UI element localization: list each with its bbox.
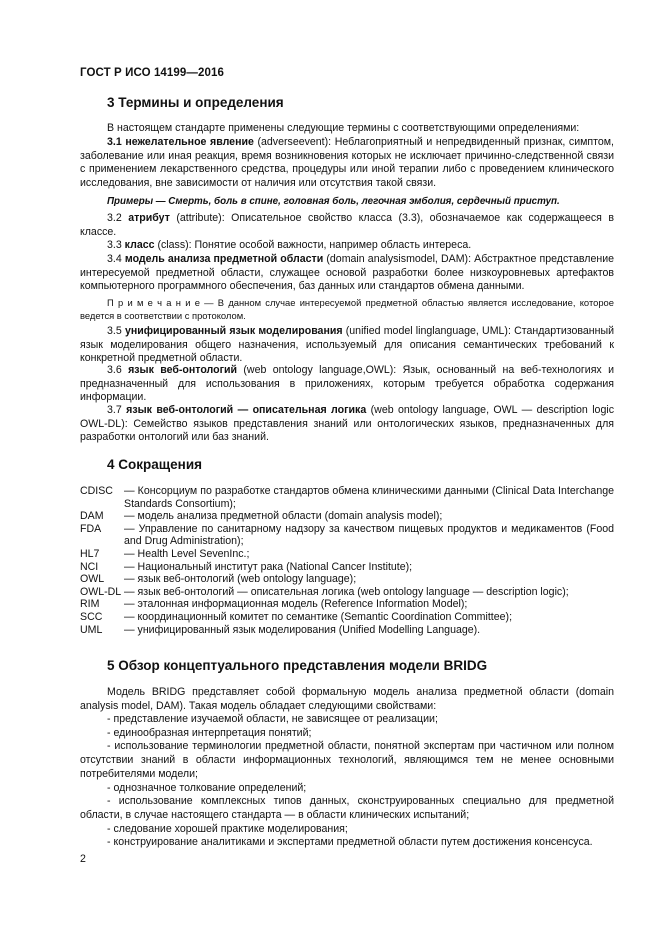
term-3-1-label: 3.1 нежелательное явление [107, 136, 254, 148]
term-3-5-label: унифицированный язык моделирования [124, 325, 343, 337]
abbr-key: NCI [80, 560, 99, 573]
abbr-definition: — Health Level SevenInc.; [124, 547, 250, 560]
page-number: 2 [80, 853, 86, 865]
property-list [80, 713, 614, 850]
abbr-key: SCC [80, 610, 103, 623]
abbr-definition: — координационный комитет по семантике (Semantic Coordination Committee); [124, 610, 513, 623]
term-3-4-definition: (domain analysismodel, DAM): Абстрактное представление интересуемой предметной области, служащее основой разработки более низкоуровневых артефактов компьютерного программного обеспечения, баз данных или стандартов обмена данными. [80, 253, 615, 293]
abbr-key: FDA [80, 522, 102, 535]
note-text: П р и м е ч а н и е — В данном случае интересуемой предметной областью является исследование, которое ведется в соответствии с протоколом. [80, 297, 614, 321]
list-item: - единообразная интерпретация понятий; [107, 726, 312, 739]
abbr-key: CDISC [80, 485, 113, 497]
abbr-key: OWL [80, 573, 105, 586]
list-item: - использование комплексных типов данных, сконструированных специально для предметной области, в случае настоящего стандарта — в области клинических испытаний; [80, 795, 614, 821]
section-4-heading: 4 Сокращения [107, 457, 202, 472]
abbr-item [80, 586, 614, 599]
term-3-4 [80, 253, 614, 294]
term-3-2-number: 3.2 [107, 212, 129, 224]
abbr-item [80, 510, 614, 523]
abbr-key: HL7 [80, 547, 100, 560]
abbr-definition: — Национальный институт рака (National Cancer Institute); [124, 560, 413, 573]
section-3-intro: В настоящем стандарте применены следующие термины с соответствующими определениями: [107, 122, 580, 134]
abbr-item [80, 598, 614, 611]
term-3-2-label: атрибут [128, 212, 170, 224]
list-item: - использование терминологии предметной области, понятной экспертам при частичном или полном отсутствии знаний в области информационных технологий, являющимся тем не менее основными потребителями модели; [80, 740, 614, 780]
list-item: - следование хорошей практике моделирования; [107, 822, 348, 835]
term-3-6-label: язык веб-онтологий [128, 364, 238, 376]
term-3-1-definition: (adverseevent): Неблагоприятный и непредвиденный признак, симптом, заболевание или иная реакция, время возникновения которых не исключает причинно-следственной связи с применением лекарственного средства, процедуры или иной терапии либо с проведением клинического исследования, вне зависимости от наличия или отсутствия такой связи. [80, 136, 614, 190]
abbr-key: DAM [80, 510, 104, 523]
abbr-item [80, 624, 614, 637]
abbr-key: UML [80, 623, 103, 636]
document-header: ГОСТ Р ИСО 14199—2016 [80, 67, 225, 79]
term-3-1 [80, 136, 614, 191]
abbr-definition: — эталонная информационная модель (Reference Information Model); [124, 598, 468, 611]
section-3-heading: 3 Термины и определения [107, 95, 284, 110]
abbr-item [80, 573, 614, 586]
term-3-6-number: 3.6 [107, 364, 129, 376]
abbr-definition: — Консорциум по разработке стандартов обмена клиническими данными (Clinical Data Interchange Standards Consortium); [124, 485, 614, 510]
term-3-7-label: язык веб-онтологий — описательная логика [126, 404, 367, 416]
term-3-5 [80, 325, 614, 366]
abbr-item [80, 611, 614, 624]
term-3-7-definition: (web ontology language, OWL — description logic OWL-DL): Семейство языков представления знаний или онтологических языков, предназначенных для разработки онтологий или баз знаний. [80, 404, 614, 444]
list-item: - однозначное толкование определений; [107, 781, 307, 794]
abbr-item [80, 561, 614, 574]
term-3-2-definition: (attribute): Описательное свойство класса (3.3), обозначаемое как содержащееся в классе. [80, 212, 614, 238]
examples-note: Примеры — Смерть, боль в спине, головная боль, легочная эмболия, сердечный приступ. [107, 196, 560, 207]
term-3-3-label: класс [124, 239, 155, 251]
abbr-item [80, 523, 614, 548]
abbr-definition: — язык веб-онтологий — описательная логика (web ontology language — description logic); [124, 585, 569, 598]
section-5-intro: Модель BRIDG представляет собой формальную модель анализа предметной области (domain analysis model, DAM). Такая модель обладает следующими свойствами: [80, 686, 614, 712]
abbr-key: OWL-DL [80, 585, 122, 598]
term-3-5-definition: (unified model linglanguage, UML): Стандартизованный язык моделирования общего назначения, используемый для описания семантических требований к конкретной предметной области. [80, 325, 614, 365]
abbr-definition: — Управление по санитарному надзору за качеством пищевых продуктов и медикаментов (Food and Drug Administration); [124, 522, 614, 548]
list-item: - конструирование аналитиками и экспертами предметной области путем достижения консенсуса. [107, 836, 593, 849]
abbreviations-list [80, 485, 614, 636]
term-3-5-number: 3.5 [107, 325, 125, 337]
term-3-6 [80, 364, 614, 405]
term-3-3-definition: (class): Понятие особой важности, например область интереса. [154, 239, 472, 251]
abbr-key: RIM [80, 598, 100, 611]
term-3-3-number: 3.3 [107, 239, 125, 251]
abbr-item [80, 485, 614, 510]
term-3-7-number: 3.7 [107, 404, 127, 416]
list-item: - представление изучаемой области, не зависящее от реализации; [107, 713, 438, 725]
section-5-heading: 5 Обзор концептуального представления модели BRIDG [107, 658, 488, 673]
abbr-definition: — модель анализа предметной области (domain analysis model); [124, 510, 443, 523]
abbr-definition: — унифицированный язык моделирования (Unified Modelling Language). [124, 623, 481, 636]
term-3-4-label: модель анализа предметной области [124, 253, 324, 265]
abbr-item [80, 548, 614, 561]
term-3-6-definition: (web ontology language,OWL): Язык, основанный на веб-технологиях и предназначенный для использования в приложениях, которым требуется обработка содержания информации. [80, 364, 614, 404]
term-3-2 [80, 212, 614, 239]
abbr-definition: — язык веб-онтологий (web ontology language); [124, 573, 357, 586]
term-3-3 [80, 239, 614, 253]
term-3-4-number: 3.4 [107, 253, 125, 265]
term-3-7 [80, 404, 614, 445]
